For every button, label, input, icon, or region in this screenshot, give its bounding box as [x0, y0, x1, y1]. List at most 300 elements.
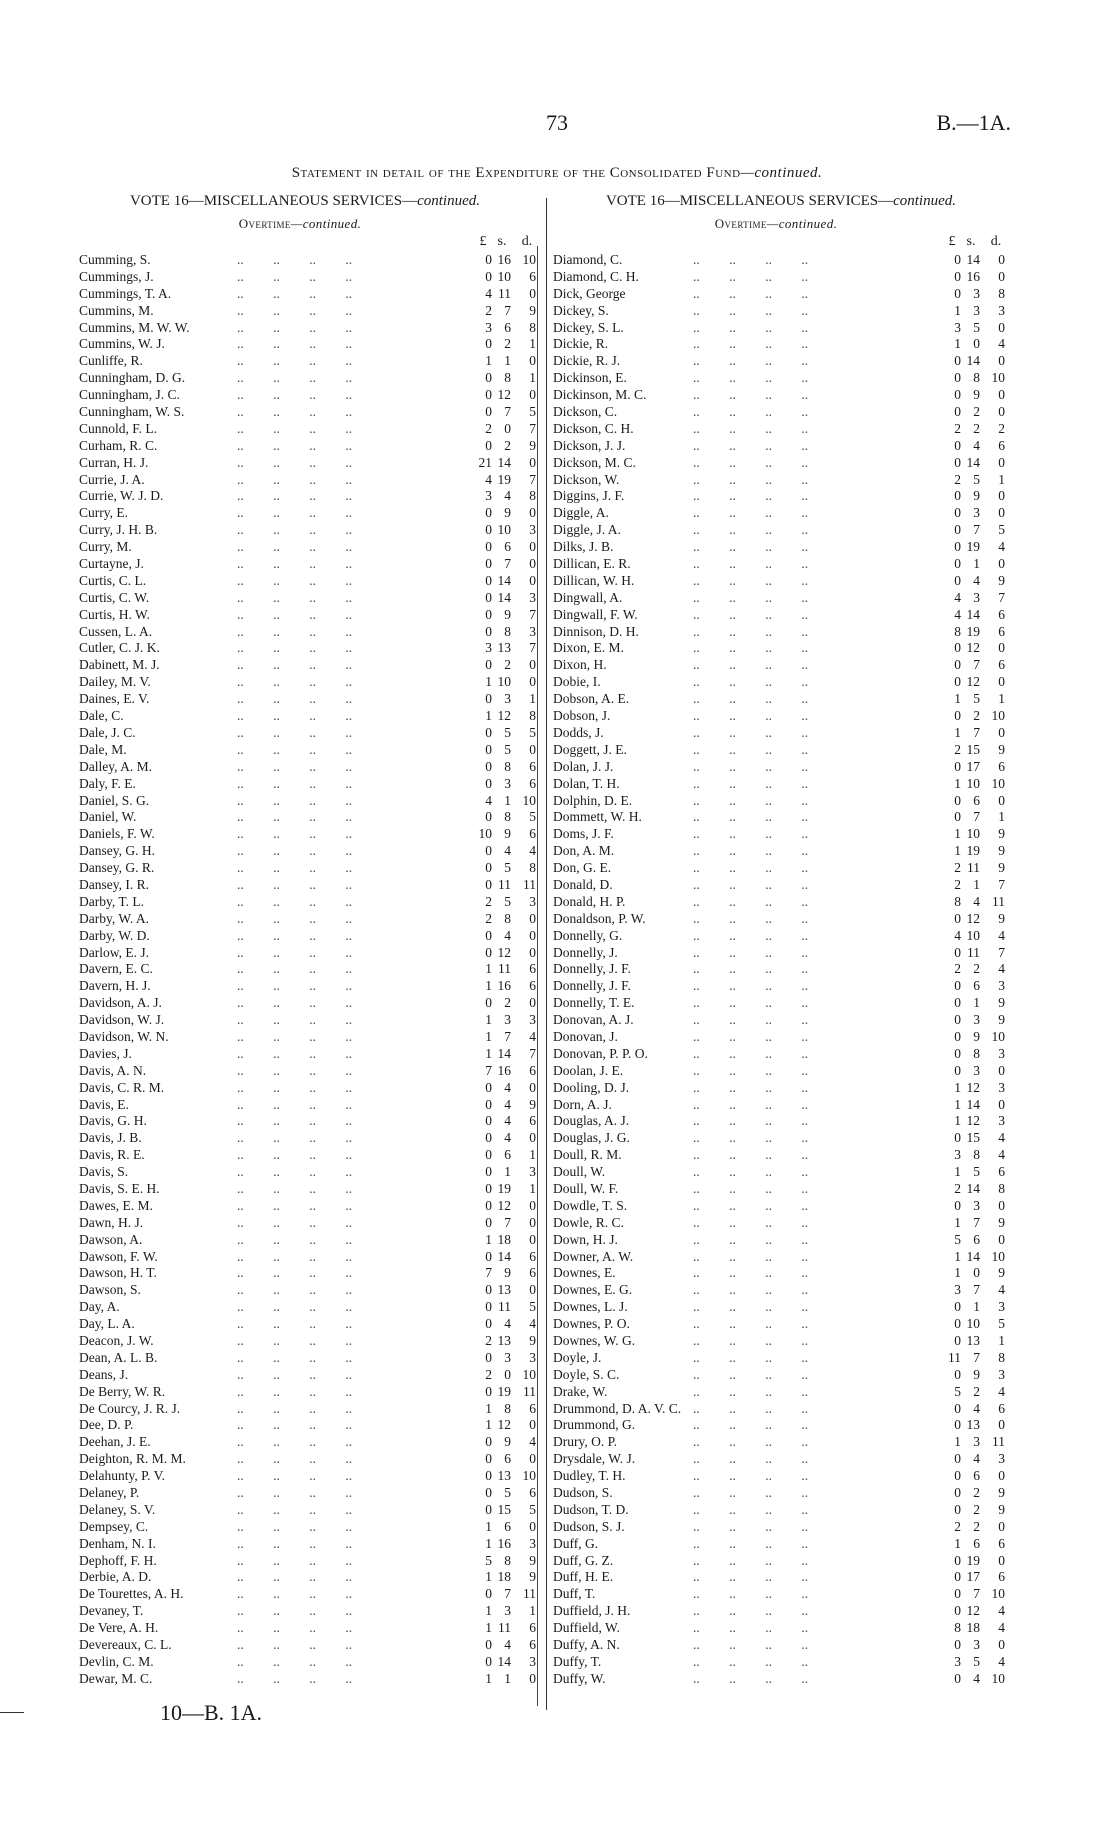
leader-dots: .. .. .. ..	[693, 741, 809, 757]
table-row	[79, 1367, 539, 1384]
amount-pounds: 0	[485, 556, 492, 572]
leader-dots: .. .. .. ..	[693, 893, 809, 909]
amount-shillings: 9	[504, 1434, 511, 1450]
table-row	[553, 1434, 1013, 1451]
amount-pounds: 1	[485, 961, 492, 977]
statement-title-continued: —continued.	[740, 165, 823, 181]
table-row	[79, 1181, 539, 1198]
amount-pounds: 1	[485, 1012, 492, 1028]
right-rows	[553, 252, 1013, 1688]
table-row	[553, 1198, 1013, 1215]
amount-pounds: 0	[485, 539, 492, 555]
table-row	[553, 1029, 1013, 1046]
payee-name: Dickinson, E.	[553, 370, 627, 386]
amount-pence: 4	[998, 1653, 1005, 1669]
table-row	[553, 1637, 1013, 1654]
amount-pounds: 0	[954, 572, 961, 588]
amount-pence: 0	[998, 1096, 1005, 1112]
leader-dots: .. .. .. ..	[693, 1383, 809, 1399]
table-row	[553, 1265, 1013, 1282]
payee-name: Dailey, M. V.	[79, 674, 151, 690]
table-row	[553, 590, 1013, 607]
payee-name: Cunningham, W. S.	[79, 404, 185, 420]
amount-shillings: 3	[973, 1012, 980, 1028]
leader-dots: .. .. .. ..	[237, 758, 353, 774]
leader-dots: .. .. .. ..	[693, 978, 809, 994]
amount-pounds: 0	[954, 1333, 961, 1348]
amount-shillings: 14	[966, 1096, 980, 1112]
table-row	[553, 303, 1013, 320]
amount-pence: 6	[529, 1400, 536, 1416]
table-row	[79, 387, 539, 404]
amount-pounds: 3	[954, 1653, 961, 1669]
leader-dots: .. .. .. ..	[693, 876, 809, 892]
leader-dots: .. .. .. ..	[693, 1113, 809, 1129]
table-row	[79, 488, 539, 505]
amount-shillings: 3	[504, 1012, 511, 1028]
payee-name: Daniel, S. G.	[79, 792, 150, 808]
payee-name: Diggins, J. F.	[553, 488, 625, 504]
amount-pence: 10	[522, 792, 536, 808]
amount-pence: 1	[529, 1603, 536, 1619]
table-row	[79, 624, 539, 641]
leader-dots: .. .. .. ..	[693, 944, 809, 960]
table-row	[553, 1333, 1013, 1350]
payee-name: Dillican, E. R.	[553, 556, 631, 572]
amount-shillings: 19	[497, 471, 511, 487]
leader-dots: .. .. .. ..	[693, 1316, 809, 1332]
table-row	[553, 1232, 1013, 1249]
leader-dots: .. .. .. ..	[237, 285, 353, 301]
amount-pence: 0	[529, 539, 536, 555]
amount-pounds: 5	[485, 1552, 492, 1568]
table-row	[79, 1164, 539, 1181]
payee-name: Dale, M.	[79, 741, 127, 757]
payee-name: Dalley, A. M.	[79, 758, 152, 774]
payee-name: Davis, R. E.	[79, 1147, 145, 1163]
payee-name: Dawson, S.	[79, 1282, 141, 1298]
table-row	[553, 961, 1013, 978]
payee-name: Dudson, S. J.	[553, 1518, 625, 1534]
leader-dots: .. .. .. ..	[693, 1586, 809, 1602]
amount-pounds: 0	[485, 1653, 492, 1669]
leader-dots: .. .. .. ..	[237, 809, 353, 825]
leader-dots: .. .. .. ..	[237, 572, 353, 588]
payee-name: Curry, J. H. B.	[79, 522, 158, 538]
leader-dots: .. .. .. ..	[693, 1012, 809, 1028]
leader-dots: .. .. .. ..	[237, 1468, 353, 1484]
leader-dots: .. .. .. ..	[693, 775, 809, 791]
leader-dots: .. .. .. ..	[237, 640, 353, 656]
amount-shillings: 2	[973, 961, 980, 977]
amount-pence: 3	[998, 978, 1005, 994]
payee-name: Dewar, M. C.	[79, 1670, 153, 1686]
left-subheading-continued: —continued.	[290, 216, 362, 231]
amount-pounds: 1	[954, 1214, 961, 1230]
amount-pence: 0	[529, 387, 536, 403]
table-row	[79, 1029, 539, 1046]
amount-shillings: 14	[497, 589, 511, 605]
table-row	[553, 1401, 1013, 1418]
amount-pounds: 2	[485, 302, 492, 318]
leader-dots: .. .. .. ..	[237, 674, 353, 690]
amount-pounds: 2	[485, 1333, 492, 1348]
amount-shillings: 8	[973, 370, 980, 386]
payee-name: Delahunty, P. V.	[79, 1468, 166, 1484]
amount-pounds: 3	[954, 1147, 961, 1163]
table-row	[79, 1333, 539, 1350]
amount-pounds: 0	[954, 454, 961, 470]
amount-shillings: 16	[966, 268, 980, 284]
amount-shillings: 5	[504, 860, 511, 876]
amount-pence: 0	[529, 674, 536, 690]
table-row	[79, 776, 539, 793]
table-row	[553, 336, 1013, 353]
amount-shillings: 6	[504, 1518, 511, 1534]
leader-dots: .. .. .. ..	[693, 1062, 809, 1078]
amount-pence: 9	[998, 910, 1005, 926]
payee-name: Davis, E.	[79, 1096, 129, 1112]
amount-shillings: 12	[497, 387, 511, 403]
amount-pence: 9	[998, 1214, 1005, 1230]
table-row	[79, 674, 539, 691]
amount-pence: 0	[529, 285, 536, 301]
table-row	[79, 826, 539, 843]
payee-name: Downes, P. O.	[553, 1316, 630, 1332]
payee-name: Downes, E.	[553, 1265, 616, 1281]
table-row	[79, 573, 539, 590]
amount-pounds: 0	[485, 1637, 492, 1653]
payee-name: Curran, H. J.	[79, 454, 149, 470]
amount-pounds: 0	[485, 657, 492, 673]
payee-name: Dabinett, M. J.	[79, 657, 160, 673]
amount-pence: 5	[529, 404, 536, 420]
amount-pounds: 0	[954, 758, 961, 774]
amount-pounds: 0	[485, 1451, 492, 1467]
payee-name: Donnelly, T. E.	[553, 995, 635, 1011]
amount-pounds: 1	[954, 1164, 961, 1180]
table-row	[79, 1569, 539, 1586]
right-vote-continued: continued.	[893, 193, 957, 209]
amount-pounds: 4	[954, 927, 961, 943]
table-row	[79, 708, 539, 725]
amount-pounds: 3	[954, 319, 961, 335]
amount-pounds: 2	[485, 420, 492, 436]
leader-dots: .. .. .. ..	[693, 319, 809, 335]
amount-shillings: 5	[973, 691, 980, 707]
amount-shillings: 8	[504, 809, 511, 825]
amount-pence: 9	[529, 1096, 536, 1112]
payee-name: Curham, R. C.	[79, 437, 158, 453]
leader-dots: .. .. .. ..	[237, 1637, 353, 1653]
amount-shillings: 7	[504, 1214, 511, 1230]
table-row	[553, 472, 1013, 489]
table-row	[79, 1536, 539, 1553]
payee-name: Delaney, S. V.	[79, 1501, 156, 1517]
amount-pence: 3	[998, 1045, 1005, 1061]
amount-shillings: 4	[973, 572, 980, 588]
amount-shillings: 13	[497, 1333, 511, 1348]
amount-shillings: 4	[504, 1113, 511, 1129]
amount-pounds: 2	[954, 1180, 961, 1196]
table-row	[553, 691, 1013, 708]
leader-dots: .. .. .. ..	[237, 1231, 353, 1247]
payee-name: Don, G. E.	[553, 860, 612, 876]
amount-shillings: 7	[973, 1282, 980, 1298]
amount-pounds: 2	[954, 876, 961, 892]
table-row	[553, 1181, 1013, 1198]
payee-name: Dickson, C.	[553, 404, 618, 420]
amount-pence: 6	[529, 758, 536, 774]
payee-name: Duffy, W.	[553, 1670, 606, 1686]
right-subheading	[566, 216, 986, 232]
amount-shillings: 6	[973, 1231, 980, 1247]
right-pence-header: d.	[990, 234, 1002, 249]
table-row	[553, 826, 1013, 843]
amount-pounds: 8	[954, 623, 961, 639]
payee-name: Drummond, D. A. V. C.	[553, 1400, 682, 1416]
leader-dots: .. .. .. ..	[693, 1417, 809, 1433]
table-row	[79, 286, 539, 303]
leader-dots: .. .. .. ..	[237, 1383, 353, 1399]
table-row	[79, 1299, 539, 1316]
amount-pence: 5	[529, 1501, 536, 1517]
payee-name: Currie, J. A.	[79, 471, 145, 487]
amount-shillings: 14	[497, 1045, 511, 1061]
payee-name: Doyle, S. C.	[553, 1366, 620, 1382]
left-pence-header: d.	[521, 234, 533, 249]
table-row	[79, 961, 539, 978]
payee-name: Dudson, S.	[553, 1485, 613, 1501]
payee-name: Davis, J. B.	[79, 1130, 142, 1146]
amount-pounds: 0	[485, 1586, 492, 1602]
amount-pence: 0	[529, 657, 536, 673]
statement-title	[0, 165, 1114, 182]
amount-pounds: 0	[485, 572, 492, 588]
leader-dots: .. .. .. ..	[693, 539, 809, 555]
table-row	[553, 438, 1013, 455]
amount-pounds: 2	[954, 471, 961, 487]
payee-name: Davidson, W. J.	[79, 1012, 165, 1028]
amount-pence: 3	[529, 1653, 536, 1669]
amount-pounds: 0	[485, 876, 492, 892]
amount-shillings: 10	[966, 775, 980, 791]
payee-name: Dooling, D. J.	[553, 1079, 630, 1095]
amount-pence: 6	[998, 1535, 1005, 1551]
amount-pence: 3	[529, 1164, 536, 1180]
leader-dots: .. .. .. ..	[237, 1214, 353, 1230]
table-row	[79, 1654, 539, 1671]
amount-pence: 1	[529, 370, 536, 386]
payee-name: Davis, A. N.	[79, 1062, 147, 1078]
table-row	[79, 320, 539, 337]
payee-name: Dawson, H. T.	[79, 1265, 157, 1281]
leader-dots: .. .. .. ..	[693, 556, 809, 572]
payee-name: Davis, S. E. H.	[79, 1180, 160, 1196]
amount-pence: 0	[529, 1518, 536, 1534]
amount-pence: 9	[529, 1333, 536, 1348]
amount-pence: 0	[998, 387, 1005, 403]
payee-name: Cumming, S.	[79, 252, 151, 267]
amount-pounds: 0	[954, 674, 961, 690]
leader-dots: .. .. .. ..	[237, 1417, 353, 1433]
amount-pounds: 0	[954, 809, 961, 825]
amount-pence: 1	[529, 336, 536, 352]
payee-name: Dolan, J. J.	[553, 758, 614, 774]
payee-name: Cunliffe, R.	[79, 353, 143, 369]
amount-pence: 0	[998, 1062, 1005, 1078]
amount-pounds: 0	[954, 1197, 961, 1213]
left-pounds-header: £	[479, 234, 487, 249]
amount-shillings: 6	[973, 1468, 980, 1484]
amount-pence: 10	[522, 252, 536, 267]
amount-shillings: 2	[973, 420, 980, 436]
table-row	[79, 1249, 539, 1266]
leader-dots: .. .. .. ..	[693, 1130, 809, 1146]
leader-dots: .. .. .. ..	[693, 606, 809, 622]
table-row	[553, 505, 1013, 522]
amount-shillings: 13	[497, 640, 511, 656]
right-subheading-continued: —continued.	[766, 216, 838, 231]
amount-pence: 7	[998, 944, 1005, 960]
payee-name: Dick, George	[553, 285, 626, 301]
amount-shillings: 6	[973, 792, 980, 808]
amount-shillings: 1	[973, 995, 980, 1011]
payee-name: De Courcy, J. R. J.	[79, 1400, 181, 1416]
amount-pence: 7	[529, 471, 536, 487]
leader-dots: .. .. .. ..	[237, 268, 353, 284]
leader-dots: .. .. .. ..	[693, 1518, 809, 1534]
leader-dots: .. .. .. ..	[693, 471, 809, 487]
amount-shillings: 5	[973, 319, 980, 335]
leader-dots: .. .. .. ..	[237, 488, 353, 504]
amount-shillings: 4	[504, 1130, 511, 1146]
amount-pounds: 0	[485, 1485, 492, 1501]
amount-pounds: 0	[954, 1400, 961, 1416]
amount-shillings: 15	[966, 1130, 980, 1146]
payee-name: Darlow, E. J.	[79, 944, 149, 960]
leader-dots: .. .. .. ..	[693, 792, 809, 808]
amount-pounds: 1	[485, 1518, 492, 1534]
payee-name: Downes, E. G.	[553, 1282, 633, 1298]
payee-name: Drummond, G.	[553, 1417, 636, 1433]
amount-shillings: 6	[504, 1451, 511, 1467]
amount-pounds: 1	[485, 1231, 492, 1247]
leader-dots: .. .. .. ..	[237, 1603, 353, 1619]
table-row	[553, 286, 1013, 303]
payee-name: Doull, W. F.	[553, 1180, 619, 1196]
amount-shillings: 9	[973, 1028, 980, 1044]
amount-pounds: 0	[485, 522, 492, 538]
left-vote-continued: continued.	[417, 193, 481, 209]
document-reference: B.—1A.	[936, 110, 1011, 135]
leader-dots: .. .. .. ..	[693, 708, 809, 724]
leader-dots: .. .. .. ..	[693, 657, 809, 673]
table-row	[553, 809, 1013, 826]
amount-shillings: 14	[966, 1248, 980, 1264]
amount-shillings: 2	[973, 1518, 980, 1534]
amount-shillings: 10	[497, 522, 511, 538]
amount-pounds: 2	[485, 893, 492, 909]
amount-pounds: 0	[485, 775, 492, 791]
leader-dots: .. .. .. ..	[237, 556, 353, 572]
amount-pounds: 0	[485, 724, 492, 740]
amount-shillings: 0	[504, 1366, 511, 1382]
amount-shillings: 5	[504, 1485, 511, 1501]
amount-pounds: 0	[485, 370, 492, 386]
leader-dots: .. .. .. ..	[237, 606, 353, 622]
table-row	[553, 793, 1013, 810]
payee-name: Cummins, W. J.	[79, 336, 165, 352]
table-row	[79, 1417, 539, 1434]
amount-pence: 1	[998, 1333, 1005, 1348]
leader-dots: .. .. .. ..	[237, 1552, 353, 1568]
amount-pence: 2	[998, 420, 1005, 436]
amount-shillings: 1	[973, 1299, 980, 1315]
amount-shillings: 3	[973, 1062, 980, 1078]
payee-name: Donovan, A. J.	[553, 1012, 634, 1028]
amount-pence: 3	[529, 522, 536, 538]
table-row	[553, 1012, 1013, 1029]
amount-pence: 6	[998, 657, 1005, 673]
table-row	[553, 252, 1013, 269]
leader-dots: .. .. .. ..	[693, 1028, 809, 1044]
amount-shillings: 16	[497, 252, 511, 267]
payee-name: Don, A. M.	[553, 843, 615, 859]
payee-name: Dilks, J. B.	[553, 539, 614, 555]
amount-pence: 0	[998, 353, 1005, 369]
payee-name: Duff, T.	[553, 1586, 596, 1602]
amount-pounds: 0	[485, 1180, 492, 1196]
table-row	[553, 1097, 1013, 1114]
leader-dots: .. .. .. ..	[237, 302, 353, 318]
amount-shillings: 11	[498, 1620, 511, 1636]
payee-name: Dingwall, F. W.	[553, 606, 638, 622]
payee-name: Dobie, I.	[553, 674, 601, 690]
amount-shillings: 12	[497, 1197, 511, 1213]
leader-dots: .. .. .. ..	[237, 336, 353, 352]
amount-pence: 0	[998, 724, 1005, 740]
amount-pence: 11	[523, 1586, 536, 1602]
amount-shillings: 4	[504, 1096, 511, 1112]
table-row	[553, 539, 1013, 556]
table-row	[79, 1316, 539, 1333]
leader-dots: .. .. .. ..	[237, 1535, 353, 1551]
payee-name: Dickson, C. H.	[553, 420, 634, 436]
payee-name: Daniel, W.	[79, 809, 137, 825]
amount-pence: 7	[529, 640, 536, 656]
amount-pence: 3	[998, 1299, 1005, 1315]
amount-pence: 9	[529, 1569, 536, 1585]
amount-pounds: 1	[485, 674, 492, 690]
amount-pounds: 0	[485, 1096, 492, 1112]
amount-shillings: 4	[973, 893, 980, 909]
amount-shillings: 3	[973, 1434, 980, 1450]
amount-shillings: 19	[966, 623, 980, 639]
table-row	[553, 353, 1013, 370]
amount-pounds: 4	[485, 285, 492, 301]
amount-pence: 0	[529, 1197, 536, 1213]
leader-dots: .. .. .. ..	[693, 353, 809, 369]
table-row	[553, 1249, 1013, 1266]
payee-name: De Tourettes, A. H.	[79, 1586, 184, 1602]
table-row	[79, 472, 539, 489]
amount-pounds: 8	[954, 1620, 961, 1636]
amount-pounds: 0	[954, 353, 961, 369]
amount-pence: 0	[998, 1417, 1005, 1433]
payee-name: Devlin, C. M.	[79, 1653, 154, 1669]
amount-pence: 5	[998, 522, 1005, 538]
